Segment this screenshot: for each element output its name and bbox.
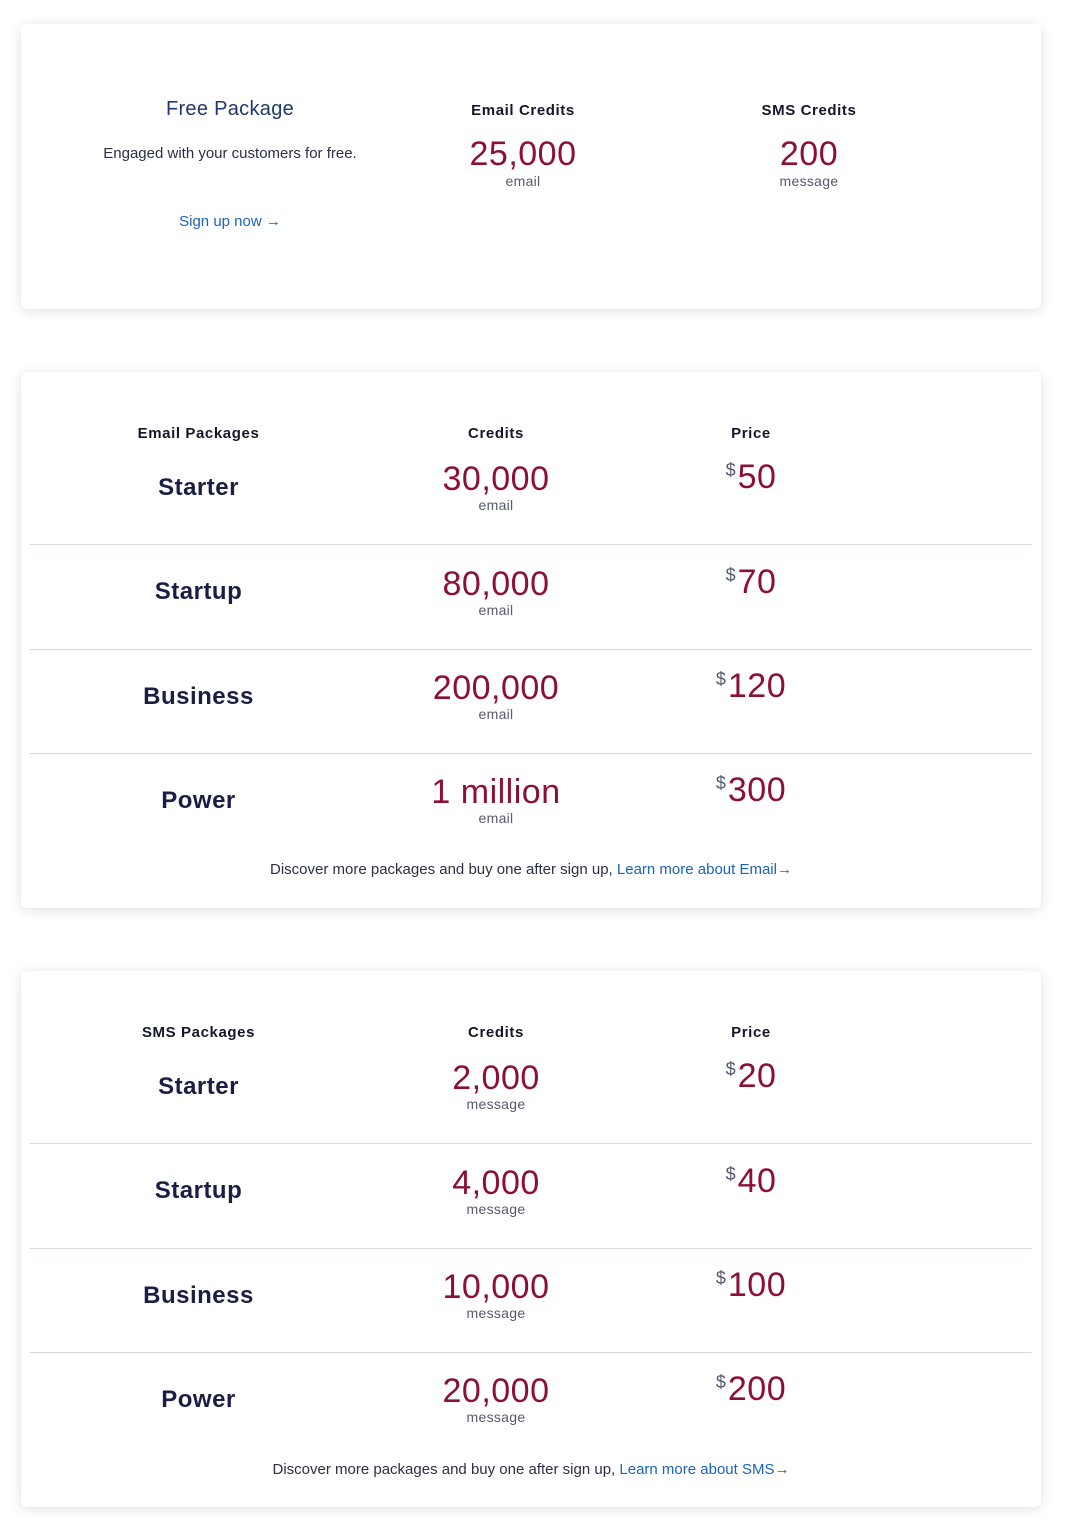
sms-package-name: Power bbox=[161, 1386, 236, 1413]
credits-unit: email bbox=[478, 706, 514, 722]
sms-package-name: Startup bbox=[154, 1177, 243, 1204]
email-packages-card bbox=[21, 372, 1041, 908]
credits-unit: message bbox=[466, 1305, 526, 1321]
credits-value: 200,000 bbox=[432, 669, 560, 707]
currency-symbol: $ bbox=[715, 669, 726, 689]
sms-packages-card bbox=[21, 971, 1041, 1507]
row-divider bbox=[30, 753, 1032, 754]
email-package-credits bbox=[381, 669, 611, 721]
free-sms-credits-value: 200 bbox=[779, 135, 839, 173]
email-package-price bbox=[661, 771, 841, 810]
credits-value: 20,000 bbox=[442, 1372, 550, 1410]
credits-unit: message bbox=[466, 1409, 526, 1425]
credits-unit: email bbox=[478, 810, 514, 826]
sms-package-name: Business bbox=[143, 1282, 254, 1309]
email-credits-column-header: Credits bbox=[468, 425, 524, 442]
footer-text: Discover more packages and buy one after sign up, bbox=[270, 861, 613, 878]
currency-symbol: $ bbox=[725, 460, 736, 480]
free-package-description: Engaged with your customers for free. bbox=[103, 145, 357, 162]
email-package-name: Startup bbox=[154, 578, 243, 605]
row-divider bbox=[30, 1143, 1032, 1144]
credits-value: 2,000 bbox=[452, 1059, 540, 1097]
currency-symbol: $ bbox=[715, 773, 726, 793]
sms-package-price bbox=[661, 1162, 841, 1201]
sms-package-price bbox=[661, 1370, 841, 1409]
email-package-credits bbox=[381, 460, 611, 512]
price-value: 300 bbox=[727, 771, 787, 809]
price-value: 200 bbox=[727, 1370, 787, 1408]
sms-package-credits bbox=[381, 1059, 611, 1111]
credits-unit: email bbox=[478, 602, 514, 618]
price-value: 70 bbox=[737, 563, 777, 601]
credits-unit: message bbox=[466, 1201, 526, 1217]
credits-value: 80,000 bbox=[442, 565, 550, 603]
free-email-credits-unit: email bbox=[505, 173, 541, 189]
sms-packages-header: SMS Packages bbox=[141, 1024, 256, 1041]
row-divider bbox=[30, 649, 1032, 650]
footer-text: Discover more packages and buy one after sign up, bbox=[272, 1461, 616, 1478]
email-package-credits bbox=[381, 773, 611, 825]
free-sms-credits-unit: message bbox=[779, 173, 839, 189]
free-email-credits-value: 25,000 bbox=[469, 135, 577, 173]
email-credits-header: Email Credits bbox=[471, 102, 575, 119]
sms-credits-header: SMS Credits bbox=[761, 102, 857, 119]
row-divider bbox=[30, 1352, 1032, 1353]
email-package-name: Starter bbox=[158, 474, 239, 501]
credits-value: 10,000 bbox=[442, 1268, 550, 1306]
learn-more-email-link[interactable]: Learn more about Email→ bbox=[616, 861, 792, 878]
email-package-name: Business bbox=[143, 683, 254, 710]
currency-symbol: $ bbox=[715, 1372, 726, 1392]
email-packages-footer bbox=[21, 861, 1041, 878]
sms-package-name: Starter bbox=[158, 1073, 239, 1100]
price-value: 50 bbox=[737, 458, 777, 496]
price-value: 120 bbox=[727, 667, 787, 705]
sms-package-credits bbox=[381, 1268, 611, 1320]
sms-package-credits bbox=[381, 1372, 611, 1424]
currency-symbol: $ bbox=[725, 565, 736, 585]
credits-value: 4,000 bbox=[452, 1164, 540, 1202]
sign-up-link[interactable]: Sign up now → bbox=[179, 213, 281, 230]
sms-package-price bbox=[661, 1057, 841, 1096]
price-value: 100 bbox=[727, 1266, 787, 1304]
learn-more-sms-link[interactable]: Learn more about SMS→ bbox=[619, 1461, 790, 1478]
currency-symbol: $ bbox=[715, 1268, 726, 1288]
sms-price-column-header: Price bbox=[731, 1024, 771, 1041]
credits-value: 30,000 bbox=[442, 460, 550, 498]
sms-package-price bbox=[661, 1266, 841, 1305]
price-value: 40 bbox=[737, 1162, 777, 1200]
email-package-credits bbox=[381, 565, 611, 617]
email-package-price bbox=[661, 667, 841, 706]
credits-unit: message bbox=[466, 1096, 526, 1112]
price-value: 20 bbox=[737, 1057, 777, 1095]
email-price-column-header: Price bbox=[731, 425, 771, 442]
row-divider bbox=[30, 544, 1032, 545]
sms-package-credits bbox=[381, 1164, 611, 1216]
email-package-name: Power bbox=[161, 787, 236, 814]
email-package-price bbox=[661, 458, 841, 497]
sms-credits-column-header: Credits bbox=[468, 1024, 524, 1041]
free-package-card bbox=[21, 24, 1041, 309]
credits-unit: email bbox=[478, 497, 514, 513]
sms-packages-footer bbox=[21, 1461, 1041, 1478]
row-divider bbox=[30, 1248, 1032, 1249]
free-package-title: Free Package bbox=[165, 98, 295, 120]
email-packages-header: Email Packages bbox=[137, 425, 260, 442]
currency-symbol: $ bbox=[725, 1164, 736, 1184]
currency-symbol: $ bbox=[725, 1059, 736, 1079]
email-package-price bbox=[661, 563, 841, 602]
credits-value: 1 million bbox=[431, 773, 561, 811]
